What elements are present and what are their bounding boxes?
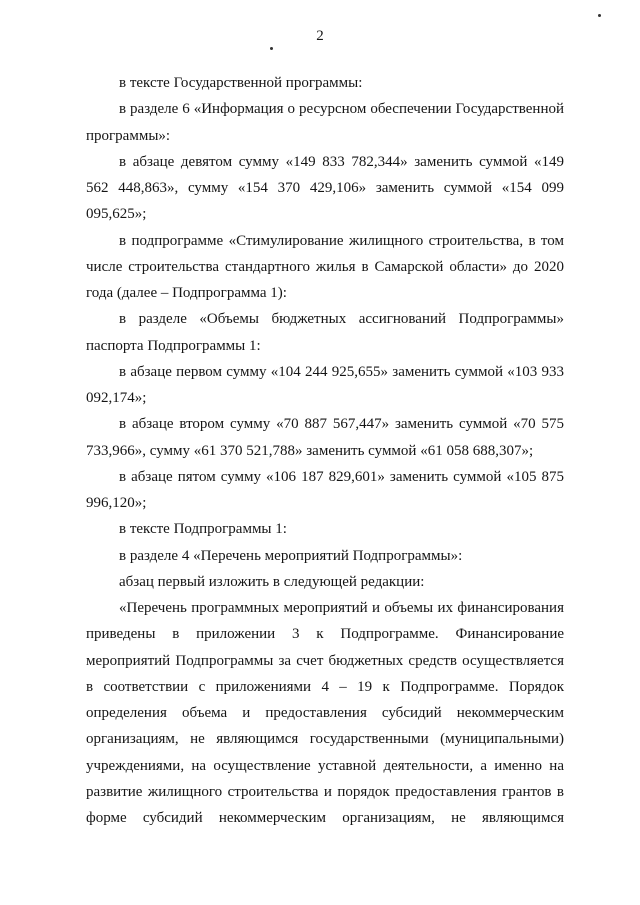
paragraph: в абзаце втором сумму «70 887 567,447» заменить суммой «70 575 733,966», сумму «61 370 521,788» заменить суммой «61 058 688,307»; (86, 416, 564, 459)
paragraph: в абзаце пятом сумму «106 187 829,601» заменить суммой «105 875 996,120»; (86, 468, 564, 511)
scan-speck (270, 47, 273, 50)
scan-speck (598, 14, 601, 17)
paragraph: абзац первый изложить в следующей редакции: (119, 573, 425, 590)
paragraph: в абзаце девятом сумму «149 833 782,344» заменить суммой «149 562 448,863», сумму «154 370 429,106» заменить суммой «154 099 095,625»; (86, 153, 564, 223)
document-body (86, 70, 564, 831)
paragraph: в разделе 4 «Перечень мероприятий Подпрограммы»: (119, 547, 463, 564)
paragraph: в подпрограмме «Стимулирование жилищного строительства, в том числе строительства стандартного жилья в Самарской области» до 2020 года (далее – Подпрограмма 1): (86, 232, 564, 301)
paragraph: «Перечень программных мероприятий и объемы их финансирования приведены в приложении 3 к Подпрограмме. Финансирование мероприятий Подпрограммы за счет бюджетных средств осуществляется в соответствии с приложениями 4 – 19 к Подпрограмме. Порядок определения объема и предоставления субсидий некоммерческим организациям, не являющимся государственными (муниципальными) учреждениями, на осуществление уставной деятельности, а именно на развитие жилищного строительства и порядок предоставления грантов в форме субсидий некоммерческим организациям, не являющимся (86, 600, 564, 826)
paragraph: в тексте Государственной программы: (119, 75, 363, 91)
paragraph: в абзаце первом сумму «104 244 925,655» заменить суммой «103 933 092,174»; (86, 363, 564, 406)
page-number: 2 (316, 28, 324, 44)
paragraph: в тексте Подпрограммы 1: (119, 521, 287, 538)
paragraph: в разделе 6 «Информация о ресурсном обеспечении Государственной программы»: (86, 101, 564, 144)
paragraph: в разделе «Объемы бюджетных ассигнований Подпрограммы» паспорта Подпрограммы 1: (86, 311, 564, 354)
